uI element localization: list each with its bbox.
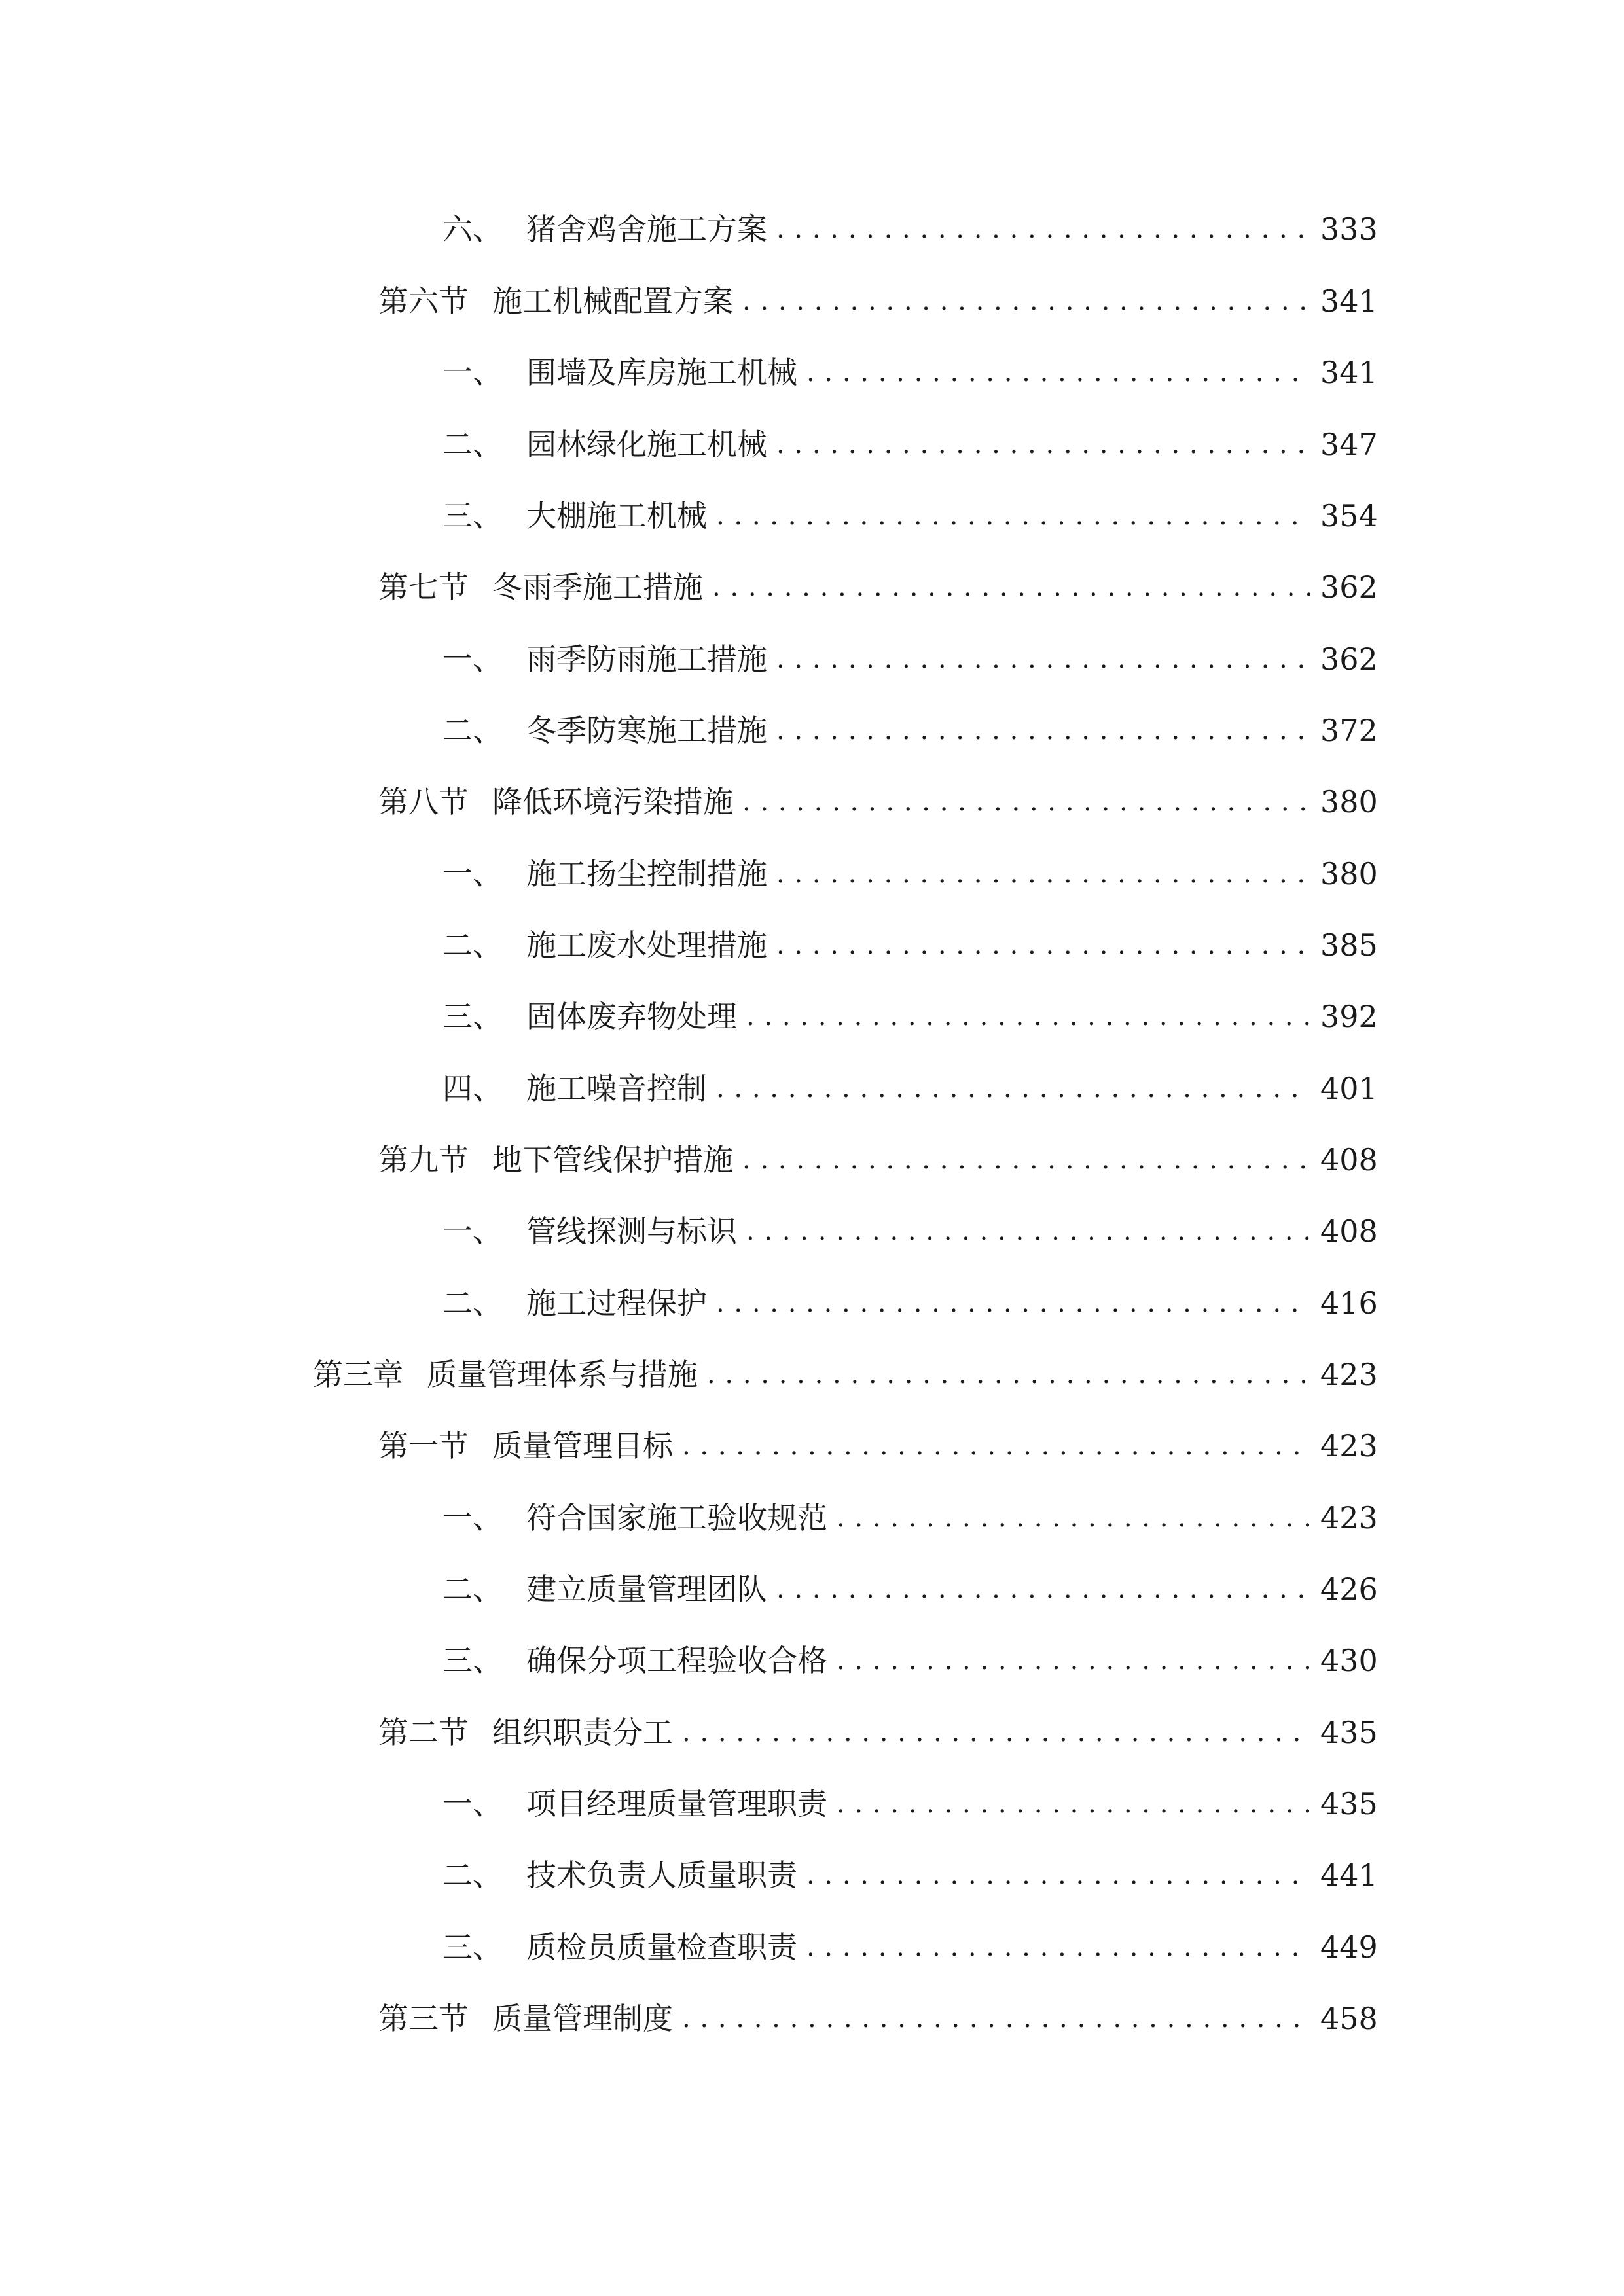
toc-entry-page: 385	[1320, 927, 1378, 963]
toc-entry-item[interactable]	[442, 418, 1378, 471]
toc-entry-prefix: 第二节	[378, 1715, 469, 1750]
toc-leader-dots	[776, 418, 1311, 471]
toc-entry-section[interactable]	[378, 1134, 1378, 1186]
toc-entry-page: 380	[1320, 856, 1378, 891]
toc-entry-item[interactable]	[442, 1778, 1378, 1830]
toc-entry-chapter[interactable]	[313, 1348, 1378, 1401]
toc-entry-page: 362	[1320, 569, 1378, 605]
toc-leader-dots	[806, 1921, 1311, 1973]
toc-entry-title: 施工噪音控制	[526, 1071, 707, 1106]
toc-entry-page: 423	[1320, 1428, 1378, 1463]
toc-leader-dots	[742, 275, 1311, 327]
toc-entry-section[interactable]	[378, 1420, 1378, 1472]
toc-entry-title: 冬雨季施工措施	[492, 569, 703, 605]
toc-leader-dots	[707, 1348, 1311, 1401]
toc-entry-title: 雨季防雨施工措施	[526, 641, 767, 677]
toc-leader-dots	[776, 704, 1311, 757]
toc-entry-prefix: 一、	[442, 355, 503, 390]
toc-entry-prefix: 二、	[442, 1571, 503, 1607]
toc-leader-dots	[742, 776, 1311, 828]
toc-entry-item[interactable]	[442, 490, 1378, 542]
toc-entry-page: 430	[1320, 1643, 1378, 1678]
toc-entry-page: 426	[1320, 1571, 1378, 1607]
toc-entry-item[interactable]	[442, 1277, 1378, 1329]
toc-leader-dots	[776, 203, 1311, 255]
toc-entry-page: 449	[1320, 1929, 1378, 1965]
toc-entry-title: 园林绿化施工机械	[526, 427, 767, 462]
toc-entry-title: 质量管理制度	[492, 2001, 673, 2036]
toc-entry-title: 大棚施工机械	[526, 498, 707, 533]
toc-entry-prefix: 第八节	[378, 784, 469, 819]
toc-entry-title: 固体废弃物处理	[526, 999, 737, 1034]
toc-entry-title: 技术负责人质量职责	[526, 1857, 797, 1893]
toc-entry-prefix: 六、	[442, 211, 503, 247]
toc-leader-dots	[746, 990, 1311, 1043]
toc-entry-page: 354	[1320, 498, 1378, 533]
toc-entry-section[interactable]	[378, 1706, 1378, 1759]
toc-entry-prefix: 三、	[442, 999, 503, 1034]
toc-entry-page: 435	[1320, 1786, 1378, 1821]
toc-entry-prefix: 二、	[442, 713, 503, 748]
toc-entry-title: 组织职责分工	[492, 1715, 673, 1750]
toc-entry-page: 423	[1320, 1500, 1378, 1535]
toc-leader-dots	[682, 1992, 1311, 2045]
toc-entry-section[interactable]	[378, 561, 1378, 613]
toc-entry-prefix: 三、	[442, 498, 503, 533]
toc-entry-prefix: 三、	[442, 1929, 503, 1965]
toc-entry-page: 423	[1320, 1357, 1378, 1392]
toc-entry-prefix: 第七节	[378, 569, 469, 605]
toc-entry-section[interactable]	[378, 1992, 1378, 2045]
toc-entry-prefix: 第三节	[378, 2001, 469, 2036]
toc-leader-dots	[806, 1849, 1311, 1901]
toc-entry-page: 392	[1320, 999, 1378, 1034]
toc-entry-page: 416	[1320, 1285, 1378, 1321]
toc-entry-page: 401	[1320, 1071, 1378, 1106]
toc-entry-title: 围墙及库房施工机械	[526, 355, 797, 390]
toc-entry-item[interactable]	[442, 919, 1378, 971]
toc-leader-dots	[746, 1205, 1311, 1257]
toc-entry-title: 施工过程保护	[526, 1285, 707, 1321]
toc-entry-item[interactable]	[442, 1634, 1378, 1687]
toc-entry-prefix: 第六节	[378, 283, 469, 319]
toc-leader-dots	[776, 848, 1311, 900]
toc-entry-prefix: 第九节	[378, 1142, 469, 1177]
toc-entry-item[interactable]	[442, 848, 1378, 900]
toc-entry-page: 341	[1320, 283, 1378, 319]
toc-entry-page: 380	[1320, 784, 1378, 819]
toc-entry-prefix: 二、	[442, 1857, 503, 1893]
toc-entry-title: 质量管理目标	[492, 1428, 673, 1463]
toc-entry-item[interactable]	[442, 1563, 1378, 1615]
toc-leader-dots	[837, 1634, 1311, 1687]
toc-entry-page: 362	[1320, 641, 1378, 677]
toc-leader-dots	[682, 1706, 1311, 1759]
toc-entry-prefix: 一、	[442, 1786, 503, 1821]
toc-leader-dots	[837, 1778, 1311, 1830]
toc-entry-page: 341	[1320, 355, 1378, 390]
toc-entry-title: 降低环境污染措施	[492, 784, 733, 819]
toc-leader-dots	[712, 561, 1311, 613]
toc-entry-item[interactable]	[442, 1062, 1378, 1115]
toc-entry-page: 435	[1320, 1715, 1378, 1750]
toc-entry-title: 猪舍鸡舍施工方案	[526, 211, 767, 247]
toc-entry-item[interactable]	[442, 203, 1378, 255]
toc-entry-page: 347	[1320, 427, 1378, 462]
toc-entry-title: 施工机械配置方案	[492, 283, 733, 319]
toc-leader-dots	[837, 1492, 1311, 1544]
toc-entry-prefix: 一、	[442, 641, 503, 677]
toc-entry-title: 项目经理质量管理职责	[526, 1786, 827, 1821]
toc-leader-dots	[682, 1420, 1311, 1472]
toc-entry-item[interactable]	[442, 633, 1378, 685]
toc-entry-section[interactable]	[378, 776, 1378, 828]
toc-leader-dots	[806, 346, 1311, 399]
toc-entry-title: 质量管理体系与措施	[427, 1357, 698, 1392]
toc-entry-page: 441	[1320, 1857, 1378, 1893]
toc-entry-prefix: 四、	[442, 1071, 503, 1106]
toc-entry-item[interactable]	[442, 1849, 1378, 1901]
toc-entry-prefix: 二、	[442, 927, 503, 963]
toc-leader-dots	[716, 490, 1311, 542]
toc-entry-prefix: 三、	[442, 1643, 503, 1678]
toc-entry-title: 地下管线保护措施	[492, 1142, 733, 1177]
toc-entry-prefix: 第一节	[378, 1428, 469, 1463]
toc-entry-item[interactable]	[442, 1921, 1378, 1973]
toc-entry-prefix: 一、	[442, 1213, 503, 1249]
toc-entry-title: 确保分项工程验收合格	[526, 1643, 827, 1678]
toc-entry-title: 管线探测与标识	[526, 1213, 737, 1249]
toc-entry-prefix: 一、	[442, 1500, 503, 1535]
toc-entry-page: 372	[1320, 713, 1378, 748]
toc-entry-page: 408	[1320, 1213, 1378, 1249]
toc-entry-title: 施工扬尘控制措施	[526, 856, 767, 891]
toc-entry-item[interactable]	[442, 1492, 1378, 1544]
toc-leader-dots	[742, 1134, 1311, 1186]
toc-entry-title: 符合国家施工验收规范	[526, 1500, 827, 1535]
toc-entry-item[interactable]	[442, 346, 1378, 399]
toc-leader-dots	[716, 1062, 1311, 1115]
toc-entry-title: 施工废水处理措施	[526, 927, 767, 963]
toc-entry-prefix: 一、	[442, 856, 503, 891]
toc-entry-page: 408	[1320, 1142, 1378, 1177]
toc-entry-prefix: 二、	[442, 1285, 503, 1321]
toc-entry-page: 333	[1320, 211, 1378, 247]
toc-entry-item[interactable]	[442, 704, 1378, 757]
toc-entry-title: 质检员质量检查职责	[526, 1929, 797, 1965]
toc-entry-section[interactable]	[378, 275, 1378, 327]
toc-entry-item[interactable]	[442, 1205, 1378, 1257]
toc-leader-dots	[776, 1563, 1311, 1615]
toc-entry-item[interactable]	[442, 990, 1378, 1043]
toc-leader-dots	[776, 633, 1311, 685]
toc-leader-dots	[776, 919, 1311, 971]
toc-entry-title: 建立质量管理团队	[526, 1571, 767, 1607]
toc-entry-page: 458	[1320, 2001, 1378, 2036]
toc-entry-title: 冬季防寒施工措施	[526, 713, 767, 748]
toc-entry-prefix: 第三章	[313, 1357, 403, 1392]
toc-leader-dots	[716, 1277, 1311, 1329]
toc-entry-prefix: 二、	[442, 427, 503, 462]
